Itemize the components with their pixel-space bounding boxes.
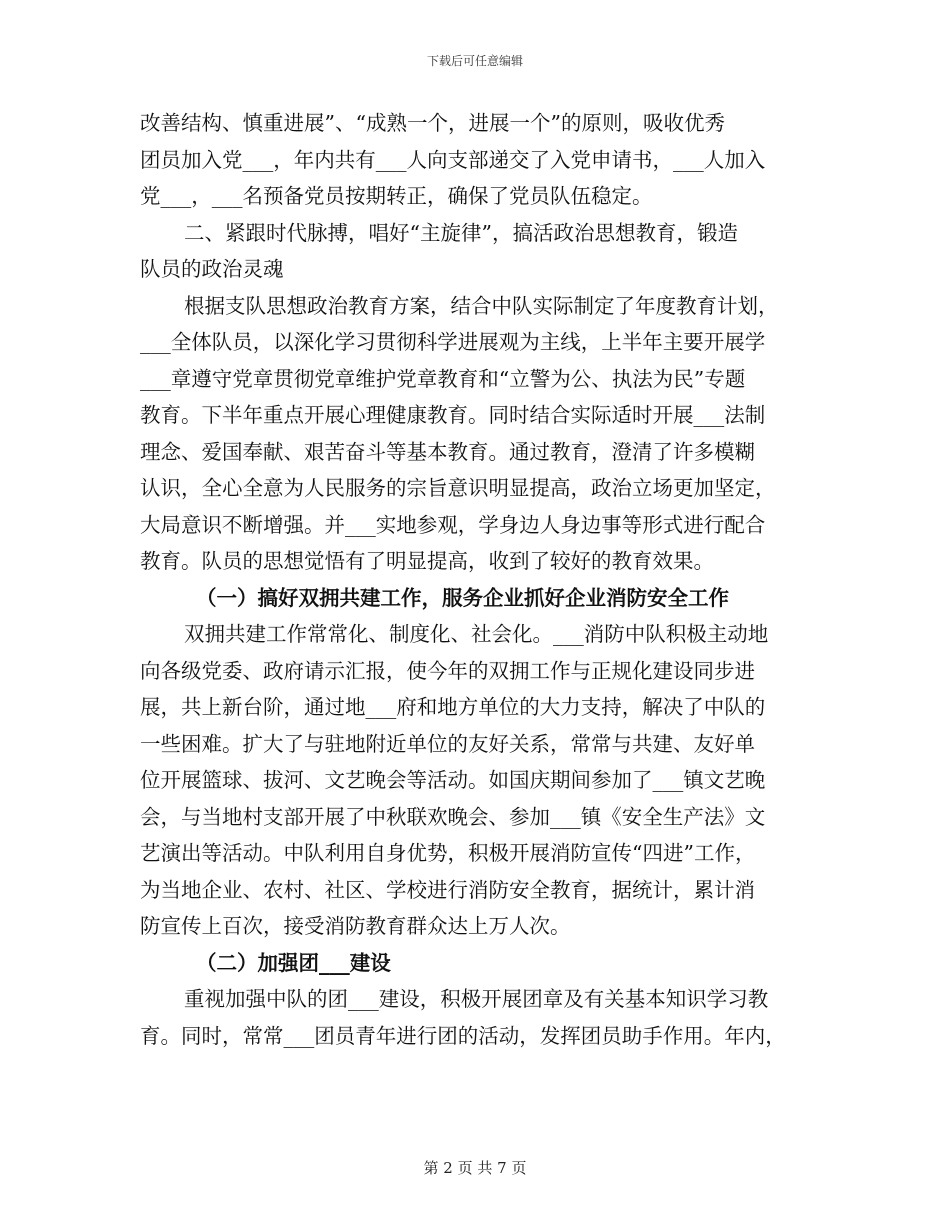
body-line: 会，与当地村支部开展了中秋联欢晚会、参加___镇《安全生产法》文 [140,804,766,829]
body-line: 团员加入党___，年内共有___人向支部递交了入党申请书，___人加入 [140,147,766,172]
section-heading-cont: 队员的政治灵魂 [140,257,284,281]
body-line: 育。同时，常常___团员青年进行团的活动，发挥团员助手作用。年内， [140,1023,786,1048]
paragraph-start: 重视加强中队的团___建设，积极开展团章及有关基本知识学习教 [184,987,769,1011]
page-footer: 第 2 页 共 7 页 [423,1159,527,1177]
body-line: 大局意识不断增强。并___实地参观，学身边人身边事等形式进行配合 [140,512,766,537]
page-header: 下载后可任意编辑 [426,54,523,68]
document-body [140,105,812,1054]
paragraph-start: 根据支队思想政治教育方案，结合中队实际制定了年度教育计划， [184,293,779,318]
body-line: 改善结构、慎重进展”、“成熟一个，进展一个”的原则，吸收优秀 [140,111,725,135]
body-line: 认识，全心全意为人民服务的宗旨意识明显提高，政治立场更加坚定， [140,476,776,500]
subsection-heading: （一）搞好双拥共建工作，服务企业抓好企业消防安全工作 [196,585,729,610]
body-line: 教育。下半年重点开展心理健康教育。同时结合实际适时开展___法制 [140,403,766,427]
section-heading: 二、紧跟时代脉搏，唱好“主旋律”，搞活政治思想教育，锻造 [184,220,738,245]
body-line: 为当地企业、农村、社区、学校进行消防安全教育，据统计，累计消 [140,877,755,902]
body-line: 向各级党委、政府请示汇报，使今年的双拥工作与正规化建设同步进 [140,658,755,683]
body-line: 党___，___名预备党员按期转正，确保了党员队伍稳定。 [140,184,653,208]
body-line: 展，共上新台阶，通过地___府和地方单位的大力支持，解决了中队的 [140,695,766,719]
body-line: 一些困难。扩大了与驻地附近单位的友好关系，常常与共建、友好单 [140,731,755,756]
subsection-heading: （二）加强团___建设 [196,950,391,975]
body-line: 防宣传上百次，接受消防教育群众达上万人次。 [140,914,571,938]
body-line: 教育。队员的思想觉悟有了明显提高，收到了较好的教育效果。 [140,549,714,573]
body-line: 理念、爱国奉献、艰苦奋斗等基本教育。通过教育，澄清了许多模糊 [140,439,755,464]
body-line: 位开展篮球、拔河、文艺晚会等活动。如国庆期间参加了___镇文艺晚 [140,768,766,792]
body-line: ___全体队员，以深化学习贯彻科学进展观为主线，上半年主要开展学 [140,330,766,354]
body-line: ___章遵守党章贯彻党章维护党章教育和“立警为公、执法为民”专题 [140,366,746,391]
paragraph-start: 双拥共建工作常常化、制度化、社会化。___消防中队积极主动地 [184,622,769,646]
body-line: 艺演出等活动。中队利用自身优势，积极开展消防宣传“四进”工作， [140,841,756,865]
